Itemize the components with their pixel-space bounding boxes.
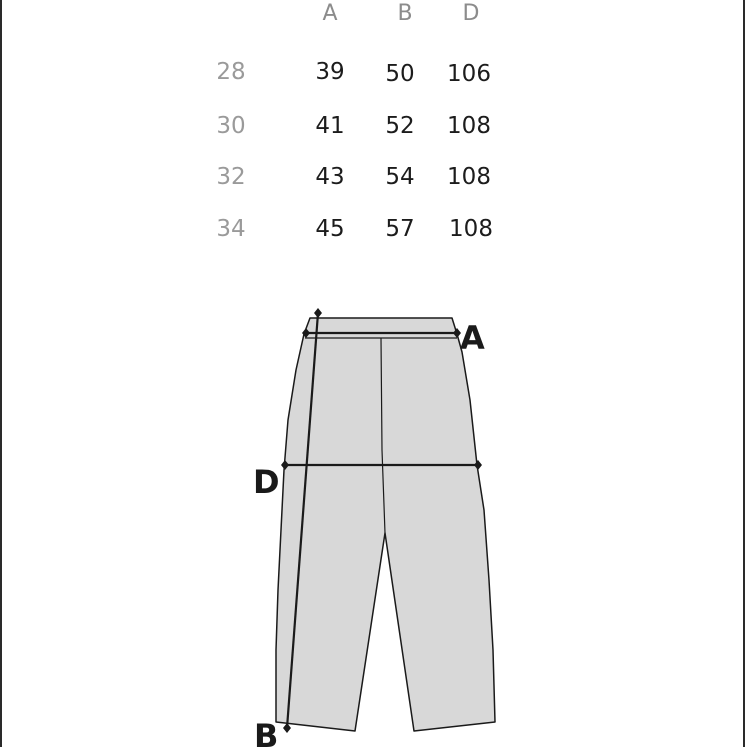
value-d: 108 (447, 113, 491, 139)
header-d: D (462, 1, 480, 26)
size-label: 30 (216, 113, 246, 139)
label-b: B (254, 717, 279, 747)
value-d: 108 (449, 216, 493, 242)
size-label: 28 (216, 59, 246, 85)
label-d: D (253, 463, 280, 501)
header-b: B (397, 1, 413, 26)
marker-b-bottom (283, 723, 291, 733)
header-a: A (322, 1, 338, 26)
value-d: 106 (447, 61, 491, 87)
label-a: A (460, 319, 485, 357)
value-b: 54 (385, 164, 415, 190)
value-d: 108 (447, 164, 491, 190)
value-a: 43 (315, 164, 345, 190)
trousers-outline (276, 318, 495, 731)
marker-b-top (314, 308, 322, 318)
value-a: 41 (315, 113, 345, 139)
value-a: 45 (315, 216, 345, 242)
value-a: 39 (315, 59, 345, 85)
value-b: 50 (385, 61, 415, 87)
size-label: 34 (216, 216, 246, 242)
size-label: 32 (216, 164, 246, 190)
value-b: 52 (385, 113, 415, 139)
value-b: 57 (385, 216, 415, 242)
